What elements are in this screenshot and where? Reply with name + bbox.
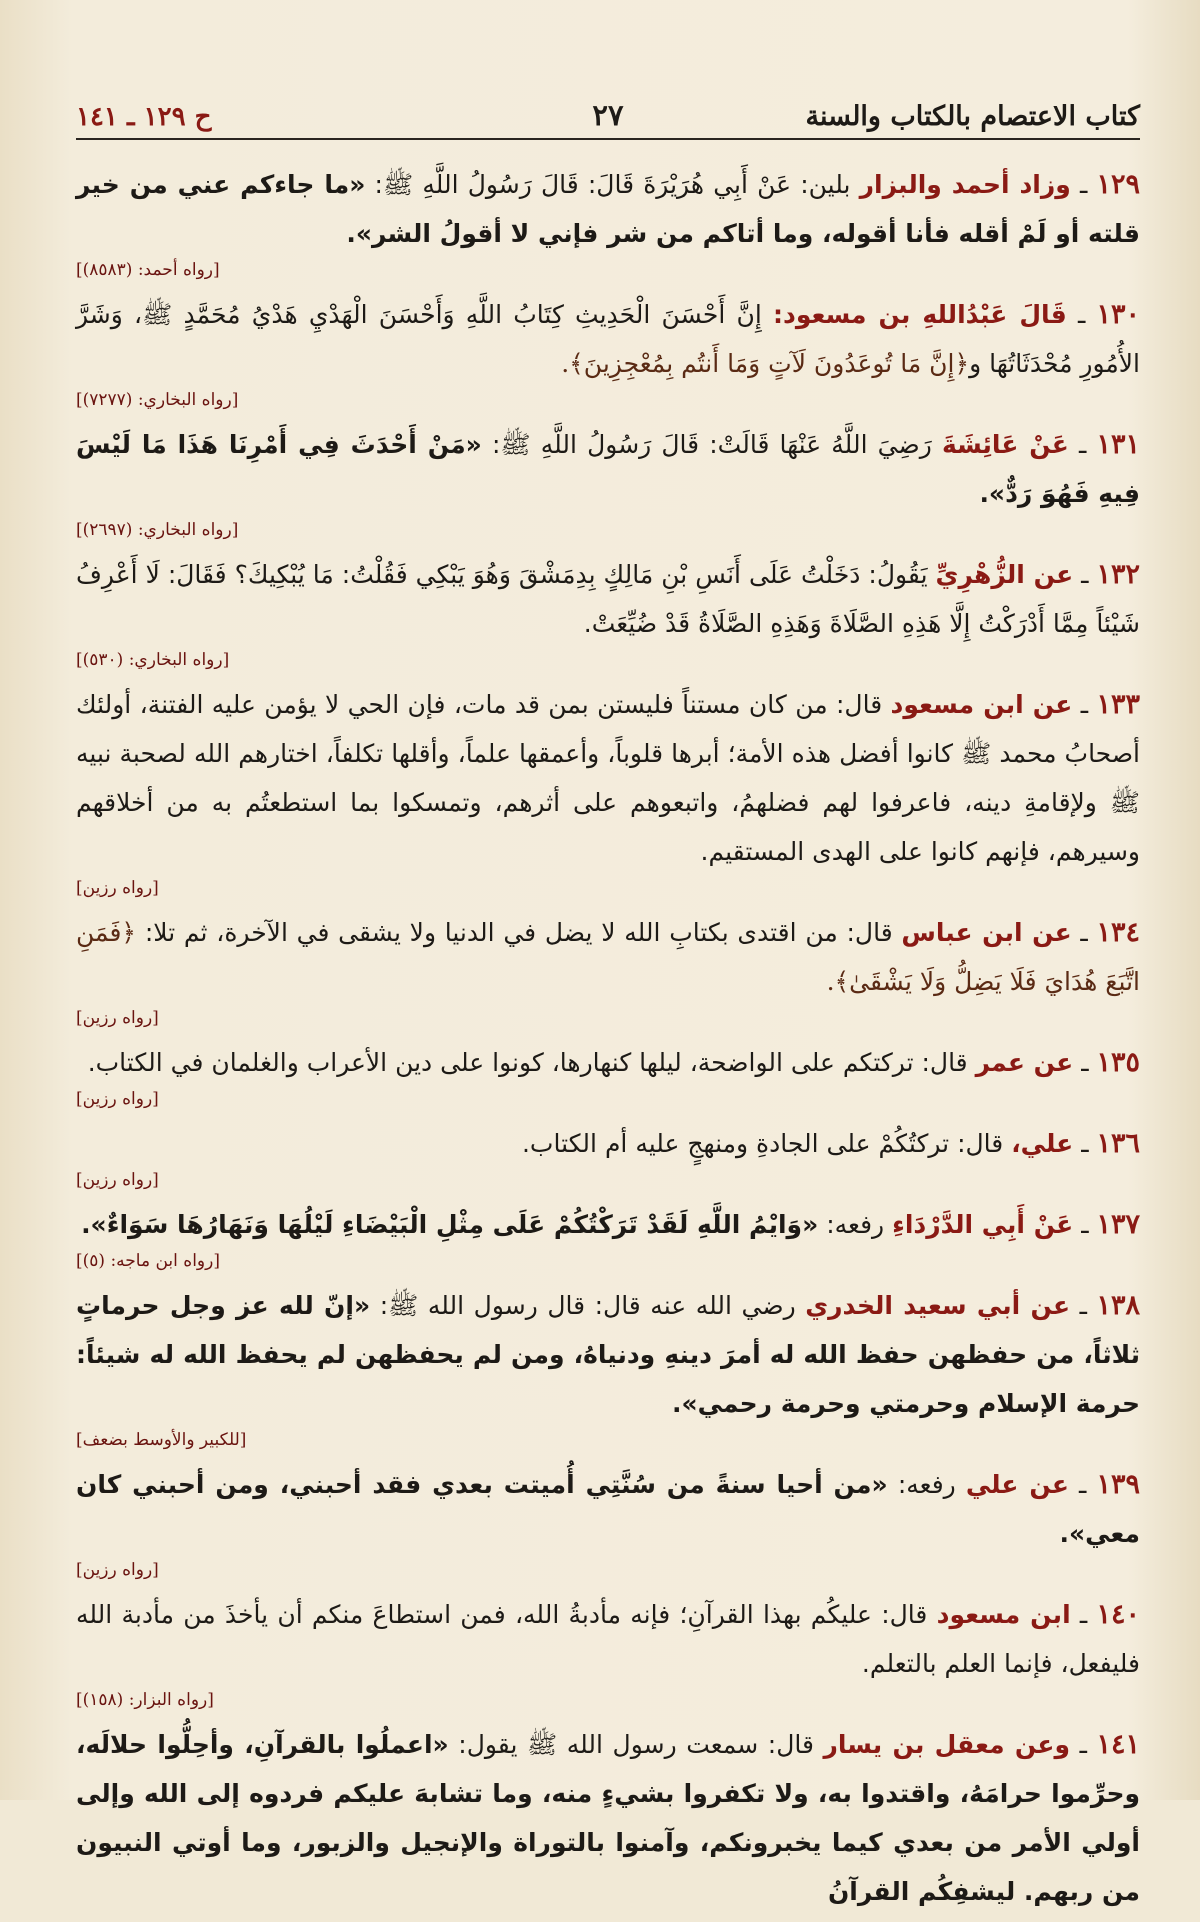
hadith-entry <box>76 290 1140 414</box>
hadith-source: [رواه أحمد: (٨٥٨٣)] <box>76 260 220 280</box>
hadith-number: ١٣٩ <box>1096 1469 1141 1500</box>
hadith-text: ١٣٣ ـ عن ابن مسعود قال: من كان مستناً فليستن بمن قد مات، فإن الحي لا يؤمن عليه الفتنة، أولئك أصحابُ محمد ﷺ كانوا أفضل هذه الأمة؛ أبرها قلوباً، وأعمقها علماً، وأقلها تكلفاً، اختارهم الله لصحبة نبيه ﷺ ولإقامةِ دينه، فاعرفوا لهم فضلهمُ، واتبعوهم على أثرهم، وتمسكوا بما استطعتُم به من أخلاقهم وسيرهم، فإنهم كانوا على الهدى المستقيم. <box>76 689 1140 866</box>
hadith-narrator: وزاد أحمد والبزار <box>859 170 1071 199</box>
hadith-narrator: عَنْ أَبِي الدَّرْدَاءِ <box>892 1210 1074 1239</box>
hadith-entry <box>76 160 1140 284</box>
hadith-text: ١٣٧ ـ عَنْ أَبِي الدَّرْدَاءِ رفعه: «وَايْمُ اللَّهِ لَقَدْ تَرَكْتُكُمْ عَلَى مِثْلِ الْبَيْضَاءِ لَيْلُهَا وَنَهَارُهَا سَوَاءٌ». <box>81 1209 1140 1240</box>
hadith-text: ١٣٢ ـ عن الزُّهْرِيِّ يَقُولُ: دَخَلْتُ عَلَى أَنَسِ بْنِ مَالِكٍ بِدِمَشْقَ وَهُوَ يَبْكِي فَقُلْتُ: مَا يُبْكِيكَ؟ فَقَالَ: لَا أَعْرِفُ شَيْئاً مِمَّا أَدْرَكْتُ إِلَّا هَذِهِ الصَّلَاةَ وَهَذِهِ الصَّلَاةُ قَدْ ضُيِّعَتْ. <box>76 559 1140 638</box>
hadith-source: [رواه البزار: (١٥٨)] <box>76 1690 214 1710</box>
hadith-quote: «مَنْ أَحْدَثَ فِي أَمْرِنَا هَذَا مَا لَيْسَ فِيهِ فَهُوَ رَدٌّ». <box>76 430 1140 508</box>
hadith-source: [رواه ابن ماجه: (٥)] <box>76 1251 220 1271</box>
hadith-quote: «ما جاءكم عني من خير قلته أو لَمْ أقله فأنا أقوله، وما أتاكم من شر فإني لا أقولُ الشر». <box>76 170 1140 248</box>
hadith-narrator: عن أبي سعيد الخدري <box>805 1291 1071 1320</box>
hadith-body: رَضِيَ اللَّهُ عَنْهَا قَالَتْ: قَالَ رَسُولُ اللَّهِ ﷺ: <box>491 430 932 459</box>
hadith-narrator: عَنْ عَائِشَةَ <box>941 430 1069 459</box>
hadith-body: قال: من اقتدى بكتابِ الله لا يضل في الدنيا ولا يشقى في الآخرة، ثم تلا: <box>144 918 893 947</box>
page-number: ٢٧ <box>592 98 624 132</box>
hadith-text: ١٣٥ ـ عن عمر قال: تركتكم على الواضحة، ليلها كنهارها، كونوا على دين الأعراب والغلمان في الكتاب. <box>87 1047 1140 1078</box>
hadith-number: ١٤١ <box>1096 1729 1140 1760</box>
hadith-body: رفعه: <box>897 1470 956 1499</box>
hadith-number: ١٣٢ <box>1096 559 1140 590</box>
hadith-narrator: عن ابن عباس <box>901 918 1072 947</box>
hadith-number: ١٣٥ <box>1096 1047 1140 1078</box>
hadith-quote: «من أحيا سنةً من سُنَّتِي أُميتت بعدي فقد أحبني، ومن أحبني كان معي». <box>76 1470 1140 1548</box>
hadith-entry <box>76 1720 1140 1916</box>
hadith-text: ١٤٠ ـ ابن مسعود قال: عليكُم بهذا القرآنِ؛ فإنه مأدبةُ الله، فمن استطاعَ منكم أن يأخذَ من مأدبة الله فليفعل، فإنما العلم بالتعلم. <box>76 1599 1140 1678</box>
hadith-number: ١٣٠ <box>1096 299 1140 330</box>
hadith-text: ١٣٨ ـ عن أبي سعيد الخدري رضي الله عنه قال: قال رسول الله ﷺ: «إنّ لله عز وجل حرماتٍ ثلاثاً، من حفظهن حفظ الله له أمرَ دينهِ ودنياهُ، ومن لم يحفظهن لم يحفظ الله له شيئاً: حرمة الإسلام وحرمتي وحرمة رحمي». <box>76 1290 1141 1418</box>
hadith-narrator: عن علي <box>965 1470 1069 1499</box>
hadith-narrator: عن ابن مسعود <box>890 690 1073 719</box>
hadith-body: قال: سمعت رسول الله ﷺ يقول: <box>458 1730 814 1759</box>
hadith-narrator: قَالَ عَبْدُاللهِ بن مسعود: <box>773 300 1067 329</box>
hadith-narrator: وعن معقل بن يسار <box>823 1730 1071 1759</box>
hadith-entry <box>76 1038 1140 1113</box>
hadith-quote: «إنّ لله عز وجل حرماتٍ ثلاثاً، من حفظهن حفظ الله له أمرَ دينهِ ودنياهُ، ومن لم يحفظهن لم يحفظ الله له شيئاً: حرمة الإسلام وحرمتي وحرمة رحمي». <box>76 1291 1140 1418</box>
hadith-source: [رواه رزين] <box>76 878 159 898</box>
hadith-entry <box>76 1281 1140 1454</box>
hadith-body: قال: تركتُكُمْ على الجادةِ ومنهجٍ عليه أم الكتاب. <box>521 1129 1004 1158</box>
hadith-text: ١٣١ ـ عَنْ عَائِشَةَ رَضِيَ اللَّهُ عَنْهَا قَالَتْ: قَالَ رَسُولُ اللَّهِ ﷺ: «مَنْ أَحْدَثَ فِي أَمْرِنَا هَذَا مَا لَيْسَ فِيهِ فَهُوَ رَدٌّ». <box>76 429 1140 508</box>
hadith-source: [رواه البخاري: (٧٢٧٧)] <box>76 390 239 410</box>
hadith-body: قال: من كان مستناً فليستن بمن قد مات، فإن الحي لا يؤمن عليه الفتنة، أولئك أصحابُ محمد ﷺ كانوا أفضل هذه الأمة؛ أبرها قلوباً، وأعمقها علماً، وأقلها تكلفاً، اختارهم الله لصحبة نبيه ﷺ ولإقامةِ دينه، فاعرفوا لهم فضلهمُ، واتبعوهم على أثرهم، وتمسكوا بما استطعتُم به من أخلاقهم وسيرهم، فإنهم كانوا على الهدى المستقيم. <box>76 690 1140 866</box>
hadith-body: إِنَّ أَحْسَنَ الْحَدِيثِ كِتَابُ اللَّهِ وَأَحْسَنَ الْهَدْيِ هَدْيُ مُحَمَّدٍ ﷺ، وَشَرَّ الأُمُورِ مُحْدَثَاتُهَا و <box>76 300 1140 378</box>
hadith-number: ١٣٧ <box>1096 1209 1140 1240</box>
hadith-entry <box>76 680 1140 902</box>
hadith-source: [رواه رزين] <box>76 1170 159 1190</box>
hadith-body: رفعه: <box>826 1210 885 1239</box>
hadith-list <box>76 160 1140 1922</box>
hadith-entry <box>76 1590 1140 1714</box>
book-title: كتاب الاعتصام بالكتاب والسنة <box>805 101 1140 132</box>
hadith-text: ١٣٠ ـ قَالَ عَبْدُاللهِ بن مسعود: إِنَّ أَحْسَنَ الْحَدِيثِ كِتَابُ اللَّهِ وَأَحْسَنَ الْهَدْيِ هَدْيُ مُحَمَّدٍ ﷺ، وَشَرَّ الأُمُورِ مُحْدَثَاتُهَا و﴿إِنَّ مَا تُوعَدُونَ لَآتٍ وَمَا أَنتُم بِمُعْجِزِينَ﴾. <box>76 299 1140 378</box>
hadith-text: ١٤١ ـ وعن معقل بن يسار قال: سمعت رسول الله ﷺ يقول: «اعملُوا بالقرآنِ، وأحِلُّوا حلالَه، وحرِّموا حرامَهُ، واقتدوا به، ولا تكفروا بشيءٍ منه، وما تشابهَ عليكم فردوه إلى الله وإلى أولي الأمر من بعدي كيما يخبرونكم، وآمنوا بالتوراة والإنجيل والزبور، وما أوتي النبيون من ربهم. ليشفِكُم القرآنُ <box>76 1729 1140 1906</box>
hadith-body: يَقُولُ: دَخَلْتُ عَلَى أَنَسِ بْنِ مَالِكٍ بِدِمَشْقَ وَهُوَ يَبْكِي فَقُلْتُ: مَا يُبْكِيكَ؟ فَقَالَ: لَا أَعْرِفُ شَيْئاً مِمَّا أَدْرَكْتُ إِلَّا هَذِهِ الصَّلَاةَ وَهَذِهِ الصَّلَاةُ قَدْ ضُيِّعَتْ. <box>76 560 1140 638</box>
hadith-entry <box>76 1200 1140 1275</box>
quran-verse: ﴿إِنَّ مَا تُوعَدُونَ لَآتٍ وَمَا أَنتُم بِمُعْجِزِينَ﴾. <box>561 349 970 378</box>
hadith-text: ١٢٩ ـ وزاد أحمد والبزار بلين: عَنْ أَبِي هُرَيْرَةَ قَالَ: قَالَ رَسُولُ اللَّهِ ﷺ: «ما جاءكم عني من خير قلته أو لَمْ أقله فأنا أقوله، وما أتاكم من شر فإني لا أقولُ الشر». <box>76 169 1140 248</box>
hadith-narrator: علي، <box>1011 1129 1074 1158</box>
hadith-text: ١٣٩ ـ عن علي رفعه: «من أحيا سنةً من سُنَّتِي أُميتت بعدي فقد أحبني، ومن أحبني كان معي». <box>76 1469 1141 1548</box>
hadith-number: ١٣٤ <box>1096 917 1141 948</box>
hadith-body: رضي الله عنه قال: قال رسول الله ﷺ: <box>379 1291 796 1320</box>
hadith-range: ح ١٢٩ ـ ١٤١ <box>76 102 212 132</box>
quran-verse: ﴿فَمَنِ اتَّبَعَ هُدَايَ فَلَا يَضِلُّ وَلَا يَشْقَىٰ﴾. <box>76 918 1140 996</box>
hadith-source: [رواه رزين] <box>76 1089 159 1109</box>
hadith-number: ١٣٣ <box>1096 689 1140 720</box>
hadith-text: ١٣٦ ـ علي، قال: تركتُكُمْ على الجادةِ ومنهجٍ عليه أم الكتاب. <box>521 1128 1140 1159</box>
hadith-source: [رواه رزين] <box>76 1560 159 1580</box>
hadith-quote: «وَايْمُ اللَّهِ لَقَدْ تَرَكْتُكُمْ عَلَى مِثْلِ الْبَيْضَاءِ لَيْلُهَا وَنَهَارُهَا سَوَاءٌ». <box>81 1210 819 1239</box>
hadith-number: ١٣٦ <box>1096 1128 1140 1159</box>
hadith-entry <box>76 1119 1140 1194</box>
page-header <box>76 88 1140 140</box>
hadith-body: بلين: عَنْ أَبِي هُرَيْرَةَ قَالَ: قَالَ رَسُولُ اللَّهِ ﷺ: <box>374 170 851 199</box>
hadith-narrator: عن الزُّهْرِيِّ <box>935 560 1074 589</box>
hadith-entry <box>76 1460 1140 1584</box>
hadith-narrator: عن عمر <box>975 1048 1074 1077</box>
hadith-entry <box>76 908 1140 1032</box>
hadith-body: قال: عليكُم بهذا القرآنِ؛ فإنه مأدبةُ الله، فمن استطاعَ منكم أن يأخذَ من مأدبة الله فليفعل، فإنما العلم بالتعلم. <box>76 1600 1140 1678</box>
hadith-entry <box>76 550 1140 674</box>
hadith-text: ١٣٤ ـ عن ابن عباس قال: من اقتدى بكتابِ الله لا يضل في الدنيا ولا يشقى في الآخرة، ثم تلا: ﴿فَمَنِ اتَّبَعَ هُدَايَ فَلَا يَضِلُّ وَلَا يَشْقَىٰ﴾. <box>76 917 1141 996</box>
hadith-number: ١٢٩ <box>1096 169 1140 200</box>
hadith-narrator: ابن مسعود <box>936 1600 1071 1629</box>
hadith-source: [رواه البخاري: (٢٦٩٧)] <box>76 520 239 540</box>
hadith-quote: «اعملُوا بالقرآنِ، وأحِلُّوا حلالَه، وحرِّموا حرامَهُ، واقتدوا به، ولا تكفروا بشيءٍ منه، وما تشابهَ عليكم فردوه إلى الله وإلى أولي الأمر من بعدي كيما يخبرونكم، وآمنوا بالتوراة والإنجيل والزبور، وما أوتي النبيون من ربهم. ليشفِكُم القرآنُ <box>76 1730 1140 1906</box>
hadith-number: ١٣١ <box>1096 429 1140 460</box>
hadith-number: ١٣٨ <box>1096 1290 1141 1321</box>
hadith-source: [رواه البخاري: (٥٣٠)] <box>76 650 230 670</box>
hadith-body: قال: تركتكم على الواضحة، ليلها كنهارها، كونوا على دين الأعراب والغلمان في الكتاب. <box>87 1048 968 1077</box>
hadith-source: [رواه رزين] <box>76 1008 159 1028</box>
hadith-source: [للكبير والأوسط بضعف] <box>76 1430 247 1450</box>
hadith-entry <box>76 420 1140 544</box>
hadith-number: ١٤٠ <box>1096 1599 1140 1630</box>
